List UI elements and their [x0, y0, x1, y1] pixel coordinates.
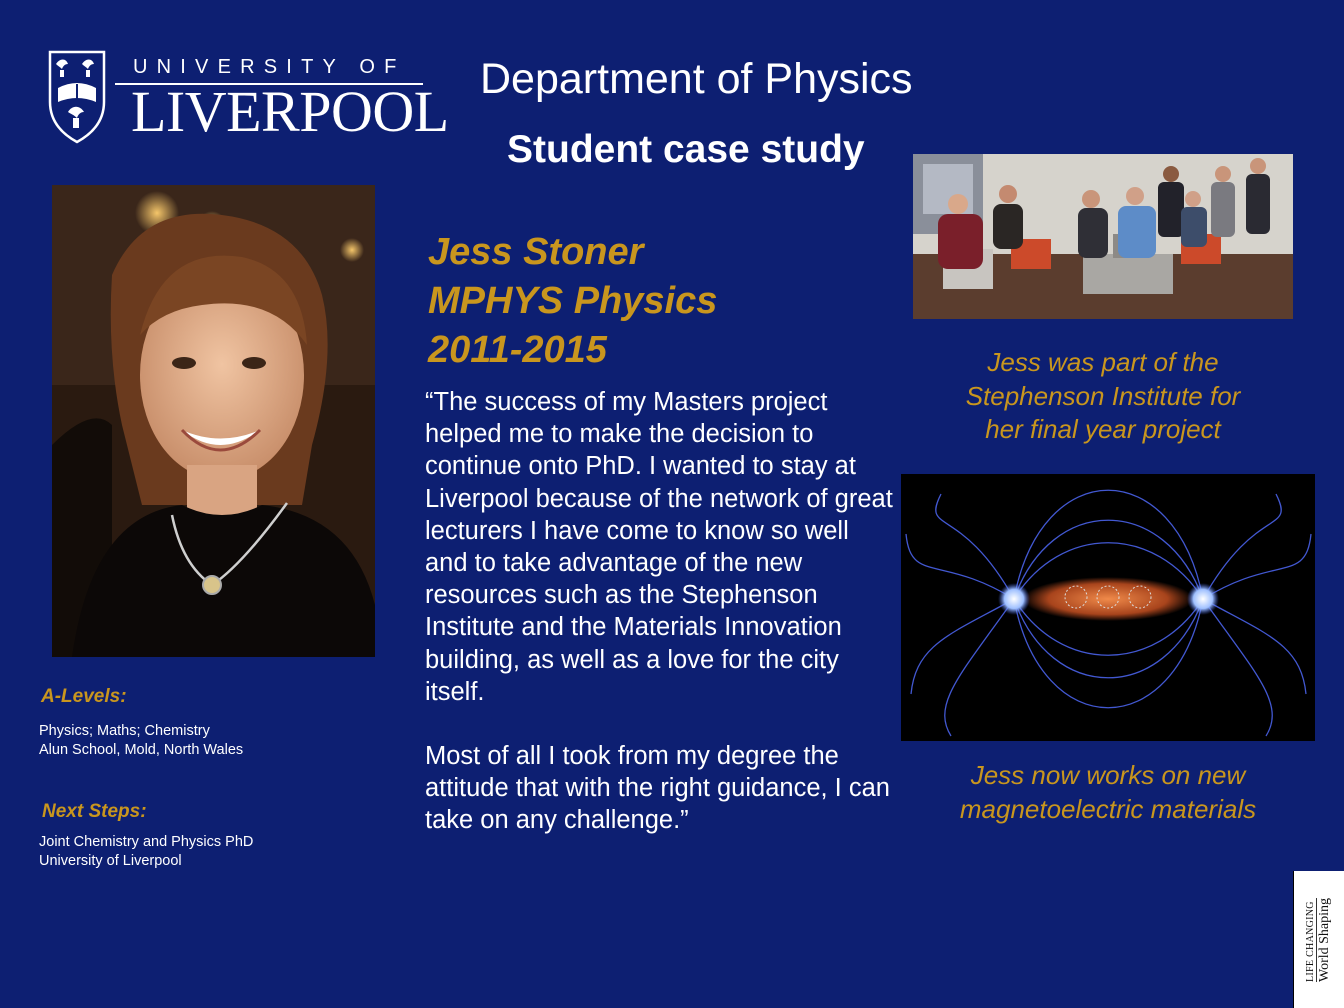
student-years: 2011-2015 [428, 329, 607, 371]
badge-line-1: LIFE CHANGING [1305, 897, 1317, 981]
student-portrait-image [52, 185, 375, 657]
student-name: Jess Stoner [428, 231, 644, 273]
department-title: Department of Physics [480, 55, 913, 103]
student-quote [425, 386, 895, 837]
institute-caption-line: her final year project [985, 414, 1221, 444]
stephenson-institute-image [913, 154, 1293, 319]
quote-paragraph-2: Most of all I took from my degree the attitude that with the right guidance, I can take on any challenge.” [425, 742, 890, 835]
student-course: MPHYS Physics [428, 280, 718, 322]
logo-main-text: LIVERPOOL [131, 79, 449, 144]
materials-caption-line: magnetoelectric materials [959, 794, 1257, 824]
alevels-heading: A-Levels: [41, 686, 127, 707]
page-subtitle: Student case study [507, 128, 865, 171]
magnetic-field-illustration [901, 474, 1315, 741]
next-steps-heading: Next Steps: [42, 801, 147, 822]
next-steps-details [39, 833, 253, 871]
group-illustration [913, 154, 1293, 319]
badge-line-2: World Shaping [1317, 897, 1332, 982]
magnetoelectric-image [901, 474, 1315, 741]
student-info [428, 228, 717, 375]
badge-text [1305, 897, 1333, 981]
next-steps-line: Joint Chemistry and Physics PhD [39, 834, 254, 850]
institute-caption-line: Jess was part of the [987, 347, 1219, 377]
quote-paragraph-1: “The success of my Masters project helped me to make the decision to continue onto PhD. I wanted to stay at Liverpool because of the network of great lecturers I have come to know so well and to take advantage of the new resources such as the Stephenson Institute and the Materials Innovation building, as well as a love for the city itself. [425, 388, 893, 706]
institute-caption-line: Stephenson Institute for [965, 380, 1241, 411]
alevels-details [39, 722, 243, 760]
institute-caption [913, 346, 1293, 447]
logo-top-text: UNIVERSITY OF [133, 56, 406, 78]
materials-caption-line: Jess now works on new [970, 760, 1246, 790]
alevels-line: Alun School, Mold, North Wales [39, 742, 244, 758]
next-steps-line: University of Liverpool [39, 853, 182, 869]
portrait-illustration [52, 185, 375, 657]
materials-caption [901, 758, 1315, 826]
university-crest-icon [48, 50, 106, 144]
life-changing-badge [1293, 871, 1344, 1008]
alevels-line: Physics; Maths; Chemistry [39, 723, 210, 739]
